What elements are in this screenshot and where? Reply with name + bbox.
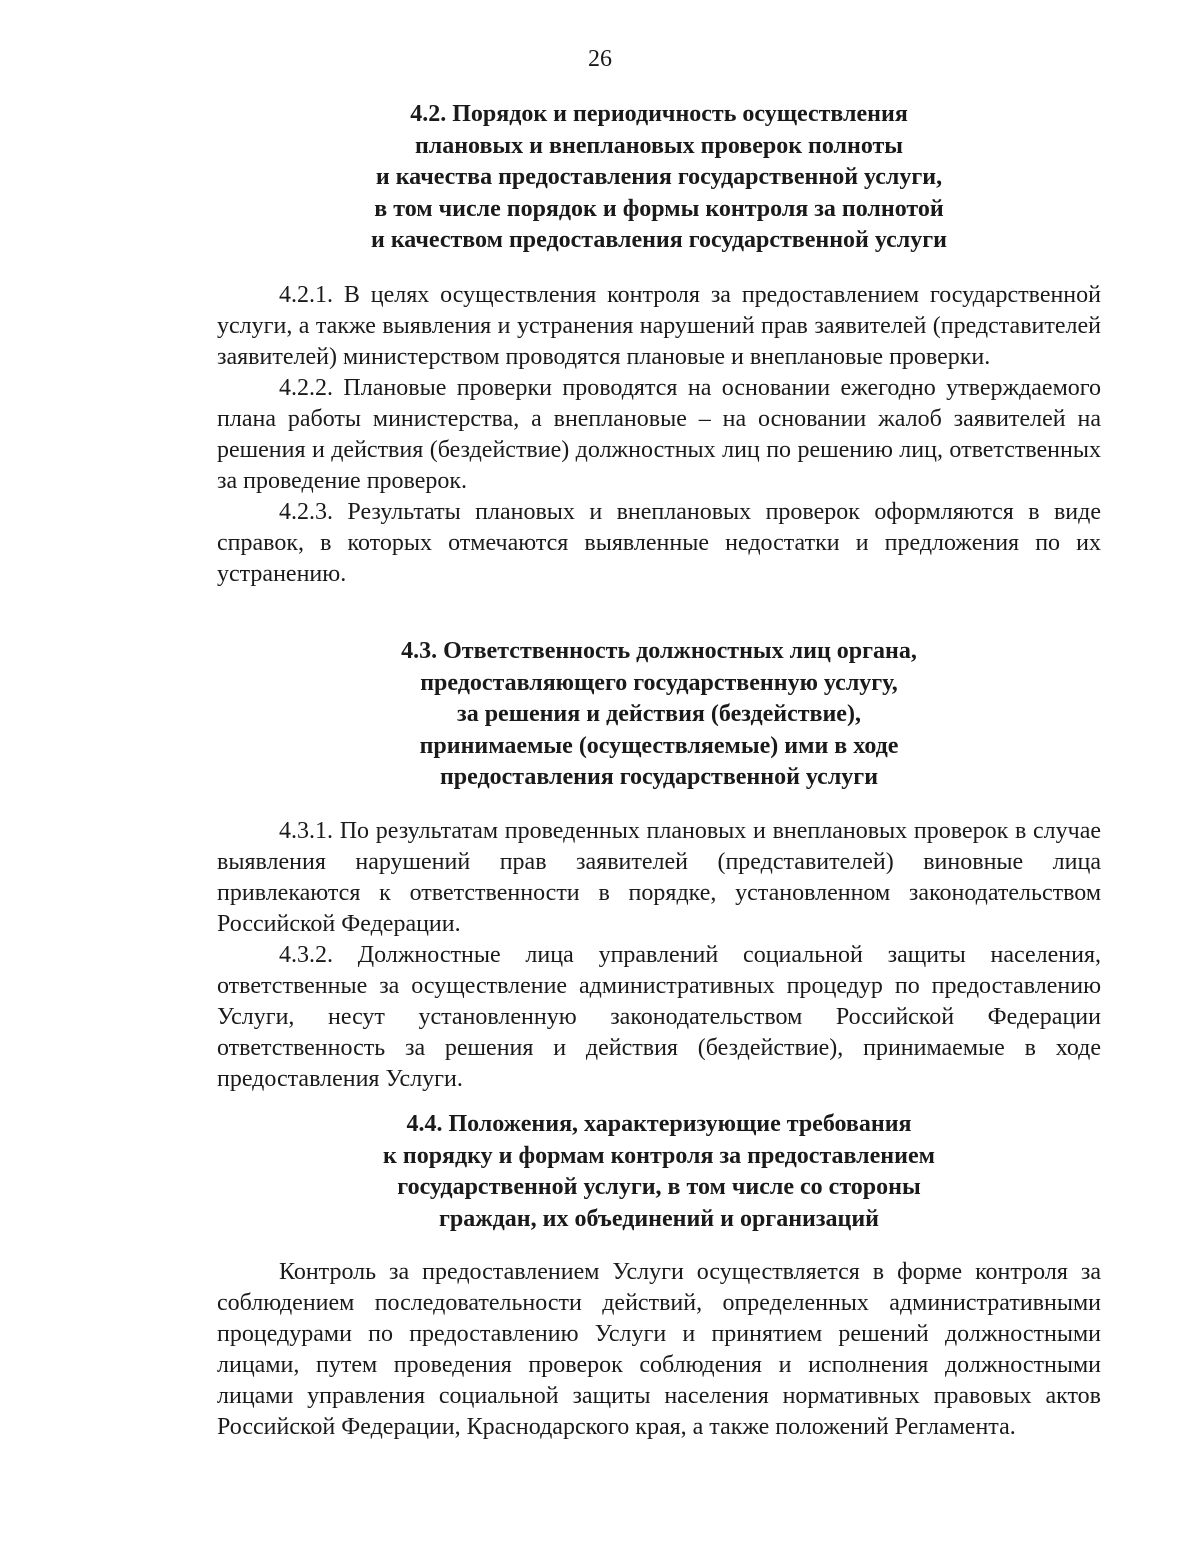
- section-4-2-body: [217, 280, 1101, 590]
- paragraph-4-2-1: 4.2.1. В целях осуществления контроля за предоставлением государственной услуги, а также выявления и устранения нарушений прав заявителей (представителей заявителей) министерством проводятся плановые и внеплановые проверки.: [217, 282, 1101, 370]
- paragraph-4-2-3: 4.2.3. Результаты плановых и внеплановых проверок оформляются в виде справок, в которых отмечаются выявленные недостатки и предложения по их устранению.: [217, 499, 1101, 587]
- page-number: 26: [588, 46, 612, 72]
- section-4-3-body: [217, 816, 1101, 1095]
- section-4-4-heading: [217, 1109, 1101, 1235]
- section-4-2-heading: [217, 99, 1101, 257]
- section-4-4-body: [217, 1257, 1101, 1443]
- heading-line: 4.3. Ответственность должностных лиц органа,: [401, 638, 917, 664]
- section-4-3-heading: [217, 636, 1101, 794]
- heading-line: граждан, их объединений и организаций: [439, 1205, 879, 1232]
- heading-line: за решения и действия (бездействие),: [457, 701, 861, 727]
- heading-line: и качеством предоставления государственной услуги: [371, 227, 947, 253]
- paragraph-4-4: Контроль за предоставлением Услуги осуществляется в форме контроля за соблюдением последовательности действий, определенных административными процедурами по предоставлению Услуги и принятием решений должностными лицами, путем проведения проверок соблюдения и исполнения должностными лицами управления социальной защиты населения нормативных правовых актов Российской Федерации, Краснодарского края, а также положений Регламента.: [217, 1259, 1101, 1440]
- heading-line: к порядку и формам контроля за предоставлением: [383, 1142, 935, 1169]
- heading-line: предоставляющего государственную услугу,: [420, 669, 898, 696]
- heading-line: принимаемые (осуществляемые) ими в ходе: [419, 732, 899, 759]
- paragraph-4-2-2: 4.2.2. Плановые проверки проводятся на основании ежегодно утверждаемого плана работы министерства, а внеплановые – на основании жалоб заявителей на решения и действия (бездействие) должностных лиц по решению лиц, ответственных за проведение проверок.: [217, 375, 1101, 494]
- heading-line: плановых и внеплановых проверок полноты: [414, 132, 904, 159]
- paragraph-4-3-1: 4.3.1. По результатам проведенных плановых и внеплановых проверок в случае выявления нарушений прав заявителей (представителей) виновные лица привлекаются к ответственности в порядке, установленном законодательством Российской Федерации.: [217, 818, 1101, 937]
- paragraph-4-3-2: 4.3.2. Должностные лица управлений социальной защиты населения, ответственные за осуществление административных процедур по предоставлению Услуги, несут установленную законодательством Российской Федерации ответственность за решения и действия (бездействие), принимаемые в ходе предоставления Услуги.: [217, 942, 1101, 1092]
- heading-line: в том числе порядок и формы контроля за полнотой: [374, 195, 944, 222]
- heading-line: государственной услуги, в том числе со стороны: [397, 1174, 921, 1200]
- heading-line: 4.2. Порядок и периодичность осуществления: [410, 101, 908, 127]
- heading-line: 4.4. Положения, характеризующие требования: [406, 1111, 912, 1137]
- heading-line: и качества предоставления государственной услуги,: [375, 164, 943, 190]
- heading-line: предоставления государственной услуги: [439, 764, 879, 790]
